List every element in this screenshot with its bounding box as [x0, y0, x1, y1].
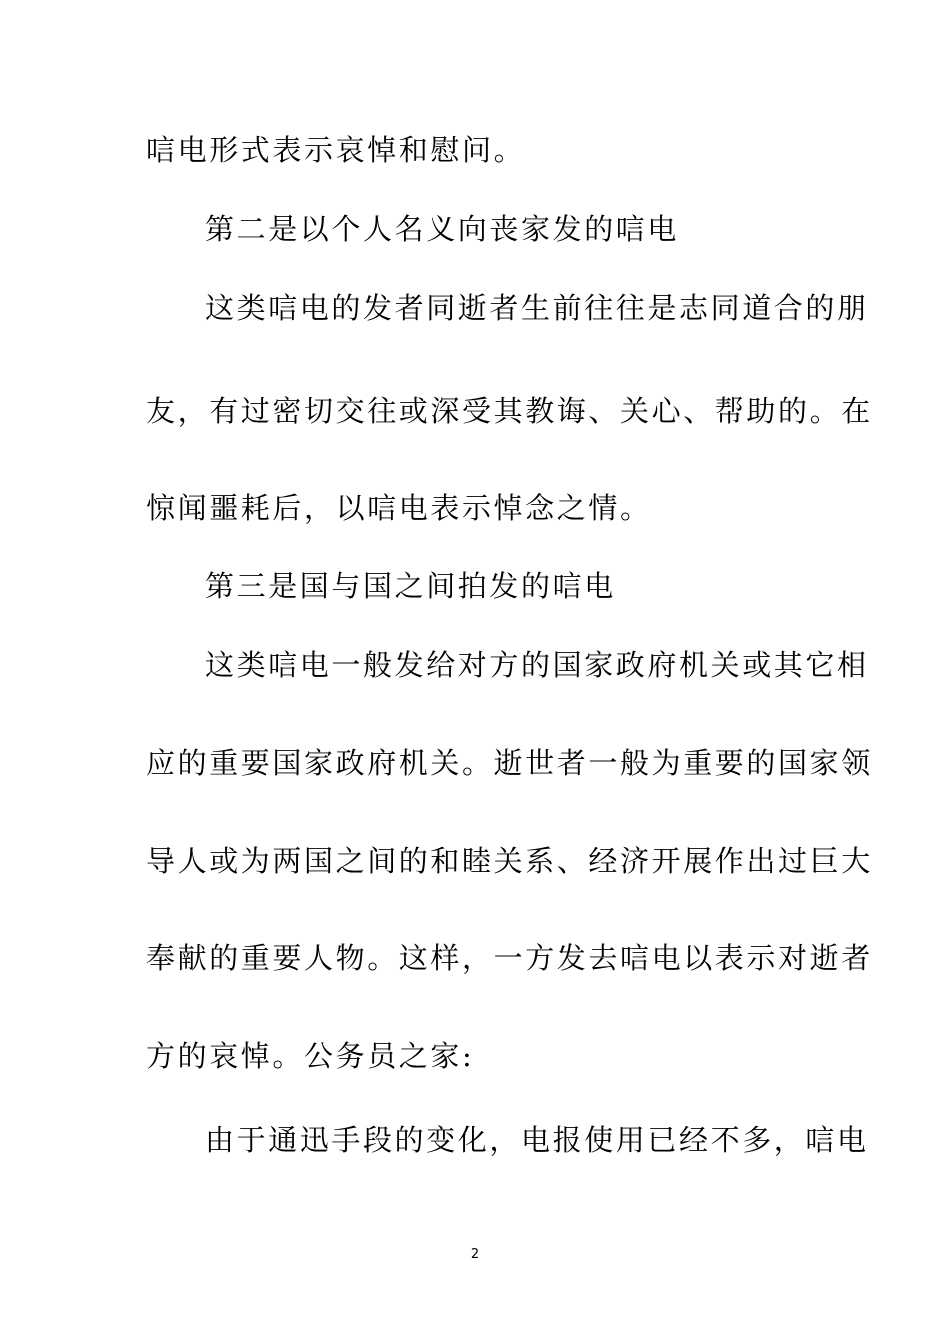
text-line-9: 导人或为两国之间的和睦关系、经济开展作出过巨大 — [146, 844, 873, 878]
text-line-10: 奉献的重要人物。这样，一方发去唁电以表示对逝者 — [146, 941, 873, 975]
text-line-7: 这类唁电一般发给对方的国家政府机关或其它相 — [205, 648, 869, 682]
section-heading-national: 第三是国与国之间拍发的唁电 — [205, 569, 616, 603]
text-line-1: 唁电形式表示哀悼和慰问。 — [146, 133, 526, 167]
text-line-11: 方的哀悼。公务员之家: — [146, 1039, 475, 1073]
text-line-3: 这类唁电的发者同逝者生前往往是志同道合的朋 — [205, 291, 869, 325]
text-line-4: 友，有过密切交往或深受其教诲、关心、帮助的。在 — [146, 394, 873, 428]
section-heading-personal: 第二是以个人名义向丧家发的唁电 — [205, 212, 680, 246]
text-line-12: 由于通迅手段的变化，电报使用已经不多，唁电 — [205, 1123, 869, 1157]
page-number: 2 — [470, 1247, 480, 1262]
text-line-8: 应的重要国家政府机关。逝世者一般为重要的国家领 — [146, 746, 873, 780]
text-line-5: 惊闻噩耗后，以唁电表示悼念之情。 — [146, 491, 652, 525]
